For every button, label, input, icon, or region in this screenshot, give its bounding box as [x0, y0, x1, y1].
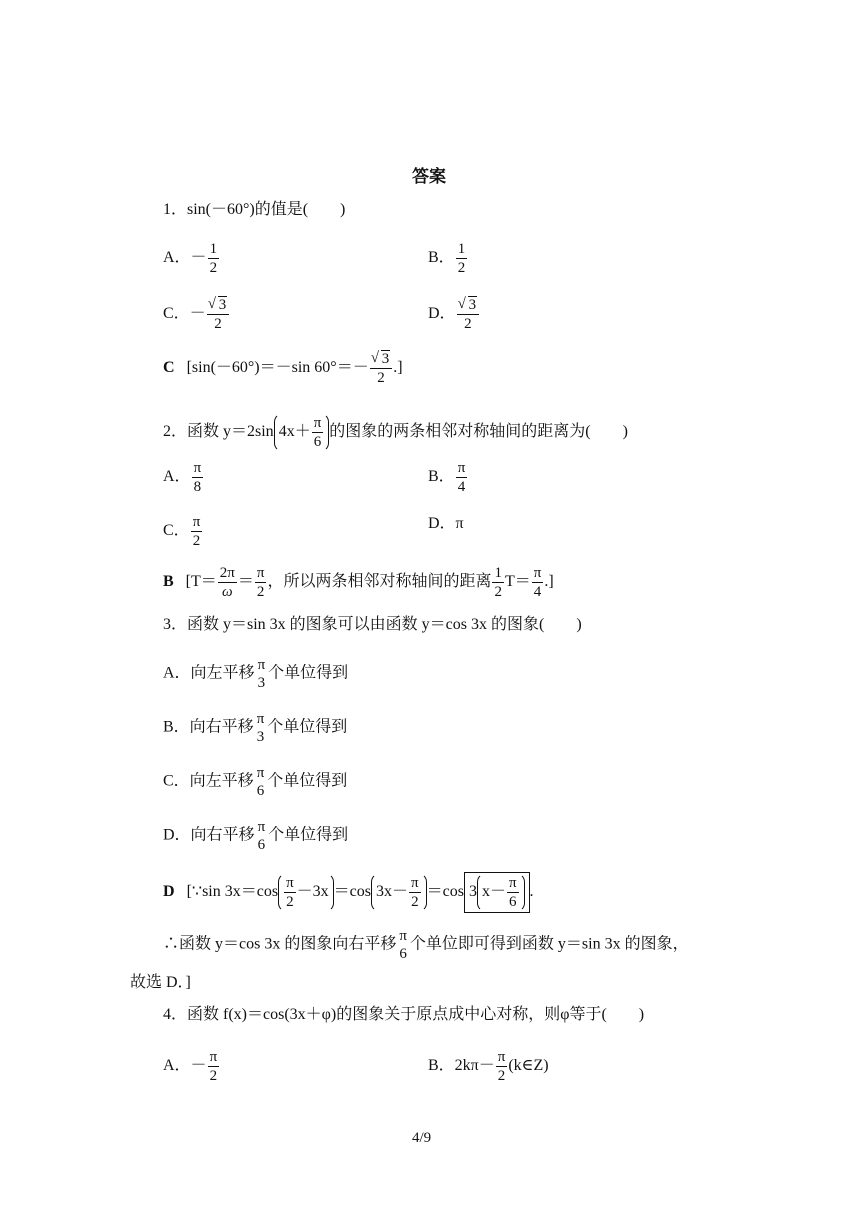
q2-option-c: C． $\frac{\pi}{2}$ [163, 514, 201, 549]
page-number: 4/9 [412, 1130, 432, 1146]
question-1-stem: 1．sin(－60°)的值是( ) [163, 201, 346, 218]
question-4-stem: 4．函数 f(x)＝cos(3x＋φ)的图象关于原点成中心对称，则φ等于( ) [163, 1006, 645, 1023]
q4-option-a: A．－ $\frac{\pi}{2}$ [163, 1049, 218, 1084]
q3-option-a: A．向左平移 π 3 个单位得到 [163, 657, 349, 691]
q3-option-c: C．向左平移 π 6 个单位得到 [163, 765, 348, 799]
page-title: 答案 [412, 167, 446, 186]
q1-option-a: A．－ $\frac{1}{2}$ [163, 241, 218, 276]
q2-option-b: B． $\frac{\pi}{4}$ [428, 460, 466, 495]
q3-option-d: D．向右平移 π 6 个单位得到 [163, 819, 349, 853]
q4-option-b: B．2kπ－ $\frac{\pi}{2}$ (k∈Z) [428, 1049, 549, 1084]
q1-option-c: C．－ √ $\frac{3}{2}$ [163, 296, 230, 333]
q1-option-d: D． √ $\frac{3}{2}$ [428, 296, 480, 333]
q3-option-b: B．向右平移 π 3 个单位得到 [163, 711, 348, 745]
q2-option-a: A． $\frac{\pi}{8}$ [163, 460, 202, 495]
q2-option-d: D．π [428, 515, 464, 532]
q1-answer: C [sin(－60°)＝－sin 60°＝－ √ $\frac{3}{2}$ .] [163, 350, 403, 387]
q2-answer: B [T＝ $\frac{2\pi}{\omega}$ ＝ $\frac{\pi}{2}$ ，所以两条相邻对称轴间的距离 $\frac{1}{2}$ T＝ $\frac{\pi}{4}$ .] [163, 565, 554, 600]
question-3-stem: 3．函数 y＝sin 3x 的图象可以由函数 y＝cos 3x 的图象( ) [163, 616, 582, 633]
q3-answer-line-2: ∴函数 y＝cos 3x 的图象向右平移 π 6 个单位即可得到函数 y＝sin 3x 的图象， [163, 928, 689, 962]
q3-answer-line-3: 故选 D．] [130, 974, 191, 991]
q1-option-b: B． $\frac{1}{2}$ [428, 241, 466, 276]
q3-answer: D [∵sin 3x＝cos $\frac{\pi}{2}$ －3x ＝cos 3x－ $\frac{\pi}{2}$ ＝cos 3 x－ $\frac{\pi}{6}$ . [163, 872, 534, 913]
question-2-stem: 2．函数 y＝2sin 4x＋ $\frac{\pi}{6}$ 的图象的两条相邻对称轴间的距离为( ) [163, 415, 628, 450]
